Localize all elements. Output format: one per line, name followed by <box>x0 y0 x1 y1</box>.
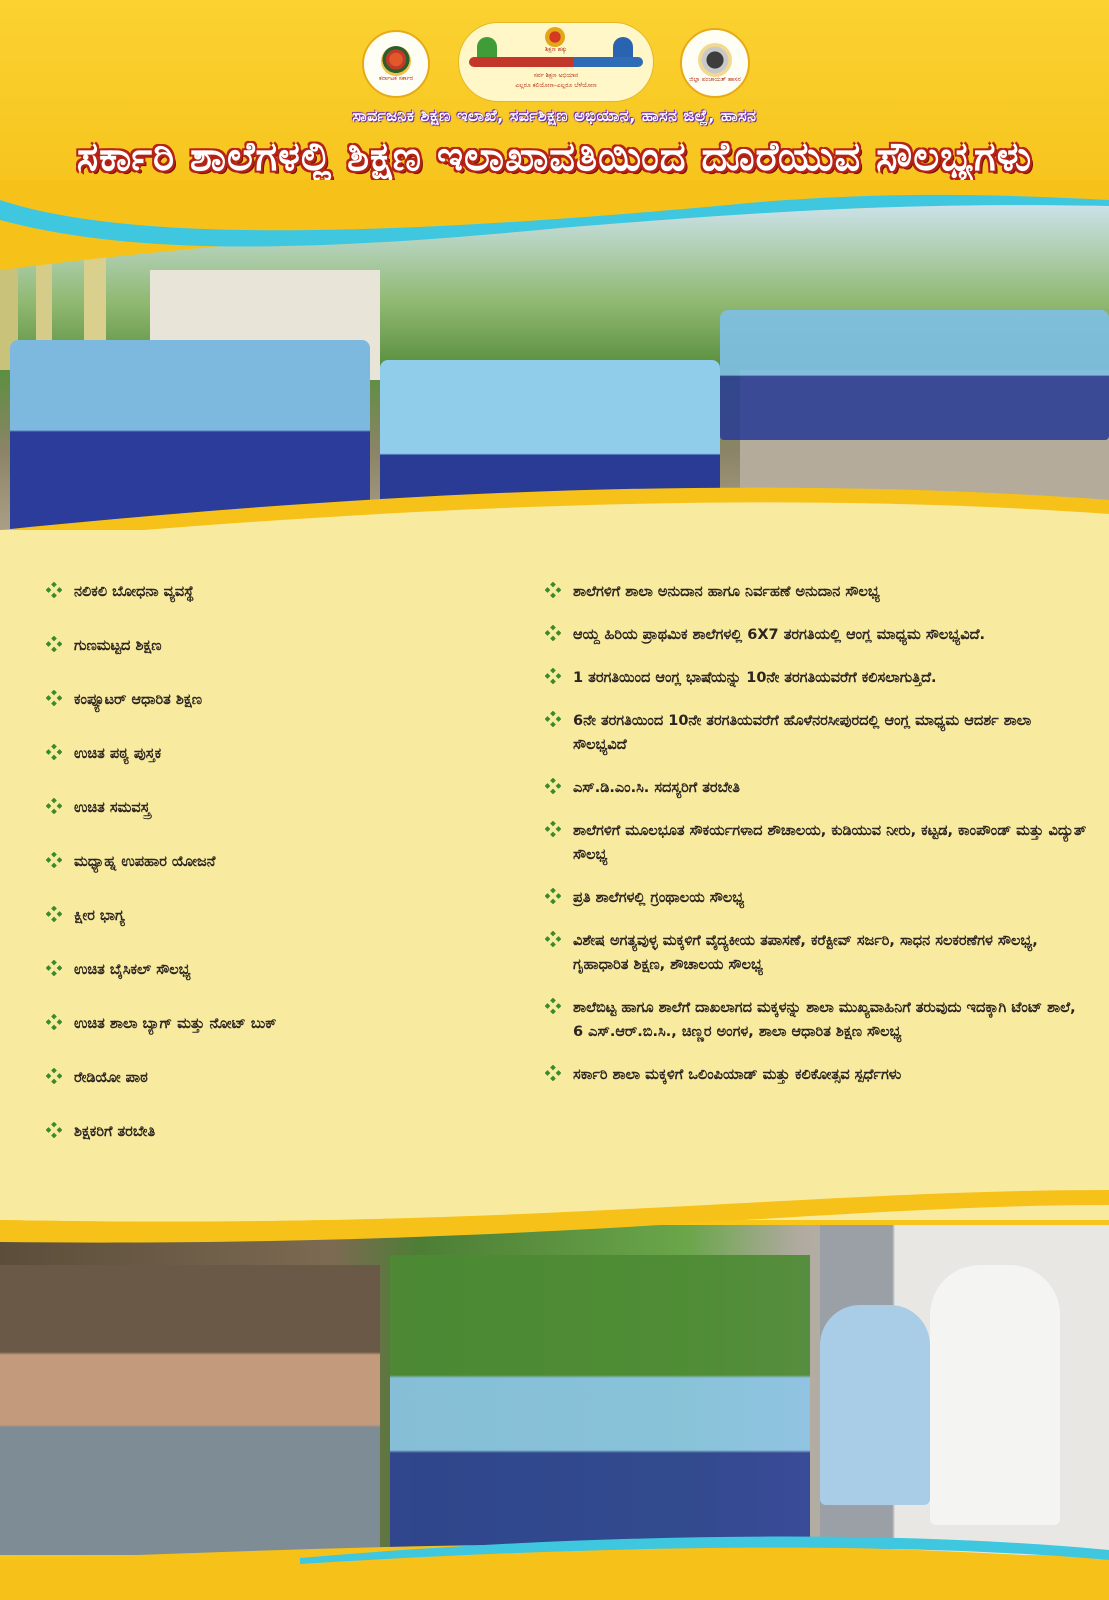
diamond-bullet-icon <box>46 1068 62 1084</box>
facility-item <box>46 958 516 1012</box>
facility-text: ಶಾಲೆಗಳಿಗೆ ಮೂಲಭೂತ ಸೌಕರ್ಯಗಳಾದ ಶೌಚಾಲಯ, ಕುಡಿಯುವ ನೀರು, ಕಟ್ಟಡ, ಕಾಂಪೌಂಡ್ ಮತ್ತು ವಿದ್ಯುತ್ ಸೌಲಭ್ಯ <box>573 823 1087 863</box>
facility-item <box>545 929 1090 977</box>
diamond-bullet-icon <box>545 711 561 727</box>
diamond-bullet-icon <box>545 888 561 904</box>
diamond-bullet-icon <box>545 998 561 1014</box>
diamond-bullet-icon <box>46 636 62 652</box>
facility-item <box>46 580 516 634</box>
facility-text: ಉಚಿತ ಸಮವಸ್ತ್ರ <box>74 800 151 816</box>
emblem-icon <box>545 27 565 47</box>
facility-text: ಎಸ್.ಡಿ.ಎಂ.ಸಿ. ಸದಸ್ಯರಿಗೆ ತರಬೇತಿ <box>573 780 740 796</box>
wave-divider-header <box>0 180 1109 270</box>
diamond-bullet-icon <box>545 931 561 947</box>
diamond-bullet-icon <box>46 960 62 976</box>
facility-item <box>46 1066 516 1120</box>
facility-text: 1 ತರಗತಿಯಿಂದ ಆಂಗ್ಲ ಭಾಷೆಯನ್ನು 10ನೇ ತರಗತಿಯವರೆಗೆ ಕಲಿಸಲಾಗುತ್ತಿದೆ. <box>573 670 937 686</box>
diamond-bullet-icon <box>545 668 561 684</box>
diamond-bullet-icon <box>46 1122 62 1138</box>
diamond-bullet-icon <box>545 821 561 837</box>
facility-text: ಉಚಿತ ಪಠ್ಯ ಪುಸ್ತಕ <box>74 746 162 762</box>
diamond-bullet-icon <box>46 1014 62 1030</box>
facility-text: ಗುಣಮಟ್ಟದ ಶಿಕ್ಷಣ <box>74 638 162 654</box>
facility-item <box>545 623 1090 647</box>
facility-item <box>545 1063 1090 1087</box>
wave-divider-footer <box>0 1520 1109 1600</box>
facility-text: ವಿಶೇಷ ಅಗತ್ಯವುಳ್ಳ ಮಕ್ಕಳಿಗೆ ವೈದ್ಯಕೀಯ ತಪಾಸಣೆ, ಕರೆಕ್ಟೀವ್ ಸರ್ಜರಿ, ಸಾಧನ ಸಲಕರಣೆಗಳ ಸೌಲಭ್ಯ, ಗೃಹಾಧಾರಿತ ಶಿಕ್ಷಣ, ಶೌಚಾಲಯ ಸೌಲಭ್ಯ <box>573 933 1038 973</box>
facility-item <box>545 819 1090 867</box>
facility-text: ಉಚಿತ ಬೈಸಿಕಲ್ ಸೌಲಭ್ಯ <box>74 962 191 978</box>
zilla-panchayat-logo <box>680 28 750 98</box>
facility-item <box>46 742 516 796</box>
facility-item <box>545 996 1090 1044</box>
facility-text: ಕ್ಷೀರ ಭಾಗ್ಯ <box>74 908 125 924</box>
panchayat-emblem-icon <box>698 43 732 77</box>
facility-item <box>545 580 1090 604</box>
diamond-bullet-icon <box>545 1065 561 1081</box>
ssa-logo <box>458 22 654 102</box>
facility-text: ಶಿಕ್ಷಕರಿಗೆ ತರಬೇತಿ <box>74 1124 156 1140</box>
diamond-bullet-icon <box>46 744 62 760</box>
diamond-bullet-icon <box>46 906 62 922</box>
facility-item <box>46 634 516 688</box>
karnataka-govt-logo <box>362 30 430 98</box>
diamond-bullet-icon <box>545 625 561 641</box>
facility-text: ಪ್ರತಿ ಶಾಲೆಗಳಲ್ಲಿ ಗ್ರಂಥಾಲಯ ಸೌಲಭ್ಯ <box>573 890 745 906</box>
state-emblem-icon <box>381 46 411 76</box>
logo-center-top: ಶಿಕ್ಷಣ ಹಕ್ಕು <box>544 46 568 53</box>
diamond-bullet-icon <box>46 582 62 598</box>
diamond-bullet-icon <box>46 798 62 814</box>
facility-item <box>46 688 516 742</box>
facility-text: ಆಯ್ದ ಹಿರಿಯ ಪ್ರಾಥಮಿಕ ಶಾಲೆಗಳಲ್ಲಿ 6X7 ತರಗತಿಯಲ್ಲಿ ಆಂಗ್ಲ ಮಾಧ್ಯಮ ಸೌಲಭ್ಯವಿದೆ. <box>573 627 986 643</box>
facility-text: 6ನೇ ತರಗತಿಯಿಂದ 10ನೇ ತರಗತಿಯವರೆಗೆ ಹೊಳೆನರಸೀಪುರದಲ್ಲಿ ಆಂಗ್ಲ ಮಾಧ್ಯಮ ಆದರ್ಶ ಶಾಲಾ ಸೌಲಭ್ಯವಿದೆ <box>573 713 1032 753</box>
facility-text: ಶಾಲೆಗಳಿಗೆ ಶಾಲಾ ಅನುದಾನ ಹಾಗೂ ನಿರ್ವಹಣೆ ಅನುದಾನ ಸೌಲಭ್ಯ <box>573 584 880 600</box>
facility-item <box>545 886 1090 910</box>
facilities-list-right <box>545 580 1090 1106</box>
logo-center-line1: ಸರ್ವ ಶಿಕ್ಷಣ ಅಭಿಯಾನ <box>533 72 579 79</box>
wave-divider-bottom <box>0 1150 1109 1270</box>
facility-text: ನಲಿಕಲಿ ಬೋಧನಾ ವ್ಯವಸ್ಥೆ <box>74 584 194 600</box>
facility-item <box>545 776 1090 800</box>
pencil-icon <box>469 57 643 67</box>
logo-left-label: ಕರ್ನಾಟಕ ಸರ್ಕಾರ <box>378 74 414 82</box>
facility-item <box>46 904 516 958</box>
students-photo-bottom <box>0 1225 1109 1555</box>
diamond-bullet-icon <box>46 852 62 868</box>
facilities-list-left <box>46 580 516 1228</box>
facility-text: ರೇಡಿಯೋ ಪಾಠ <box>74 1070 148 1086</box>
facility-text: ಸರ್ಕಾರಿ ಶಾಲಾ ಮಕ್ಕಳಿಗೆ ಒಲಿಂಪಿಯಾಡ್ ಮತ್ತು ಕಲಿಕೋತ್ಸವ ಸ್ಪರ್ಧೆಗಳು <box>573 1067 902 1083</box>
facility-text: ಮಧ್ಯಾಹ್ನ ಉಪಹಾರ ಯೋಜನೆ <box>74 854 216 870</box>
facility-item <box>545 666 1090 690</box>
facility-item <box>545 709 1090 757</box>
facility-text: ಶಾಲೆಬಿಟ್ಟ ಹಾಗೂ ಶಾಲೆಗೆ ದಾಖಲಾಗದ ಮಕ್ಕಳನ್ನು ಶಾಲಾ ಮುಖ್ಯವಾಹಿನಿಗೆ ತರುವುದು ಇದಕ್ಕಾಗಿ ಟೆಂಟ್ ಶಾಲೆ, 6 ಎಸ್.ಆರ್.ಬಿ.ಸಿ., ಚಿಣ್ಣರ ಅಂಗಳ, ಶಾಲಾ ಆಧಾರಿತ ಶಿಕ್ಷಣ ಸೌಲಭ್ಯ <box>573 1000 1076 1040</box>
facility-item <box>46 850 516 904</box>
facility-text: ಕಂಪ್ಯೂಟರ್ ಆಧಾರಿತ ಶಿಕ್ಷಣ <box>74 692 202 708</box>
logo-right-label: ಜಿಲ್ಲಾ ಪಂಚಾಯತ್ ಹಾಸನ <box>689 75 741 83</box>
facility-item <box>46 1012 516 1066</box>
logo-center-line2: ಎಲ್ಲರೂ ಕಲಿಯೋಣ–ಎಲ್ಲರೂ ಬೆಳೆಯೋಣ <box>515 82 597 89</box>
department-line: ಸಾರ್ವಜನಿಕ ಶಿಕ್ಷಣ ಇಲಾಖೆ, ಸರ್ವಶಿಕ್ಷಣ ಅಭಿಯಾನ, ಹಾಸನ ಜಿಲ್ಲೆ, ಹಾಸನ <box>352 106 757 125</box>
facility-text: ಉಚಿತ ಶಾಲಾ ಬ್ಯಾಗ್ ಮತ್ತು ನೋಟ್ ಬುಕ್ <box>74 1016 277 1032</box>
facility-item <box>46 796 516 850</box>
diamond-bullet-icon <box>46 690 62 706</box>
diamond-bullet-icon <box>545 582 561 598</box>
page-title: ಸರ್ಕಾರಿ ಶಾಲೆಗಳಲ್ಲಿ ಶಿಕ್ಷಣ ಇಲಾಖಾವತಿಯಿಂದ ದೊರೆಯುವ ಸೌಲಭ್ಯಗಳು <box>76 134 1033 180</box>
diamond-bullet-icon <box>545 778 561 794</box>
